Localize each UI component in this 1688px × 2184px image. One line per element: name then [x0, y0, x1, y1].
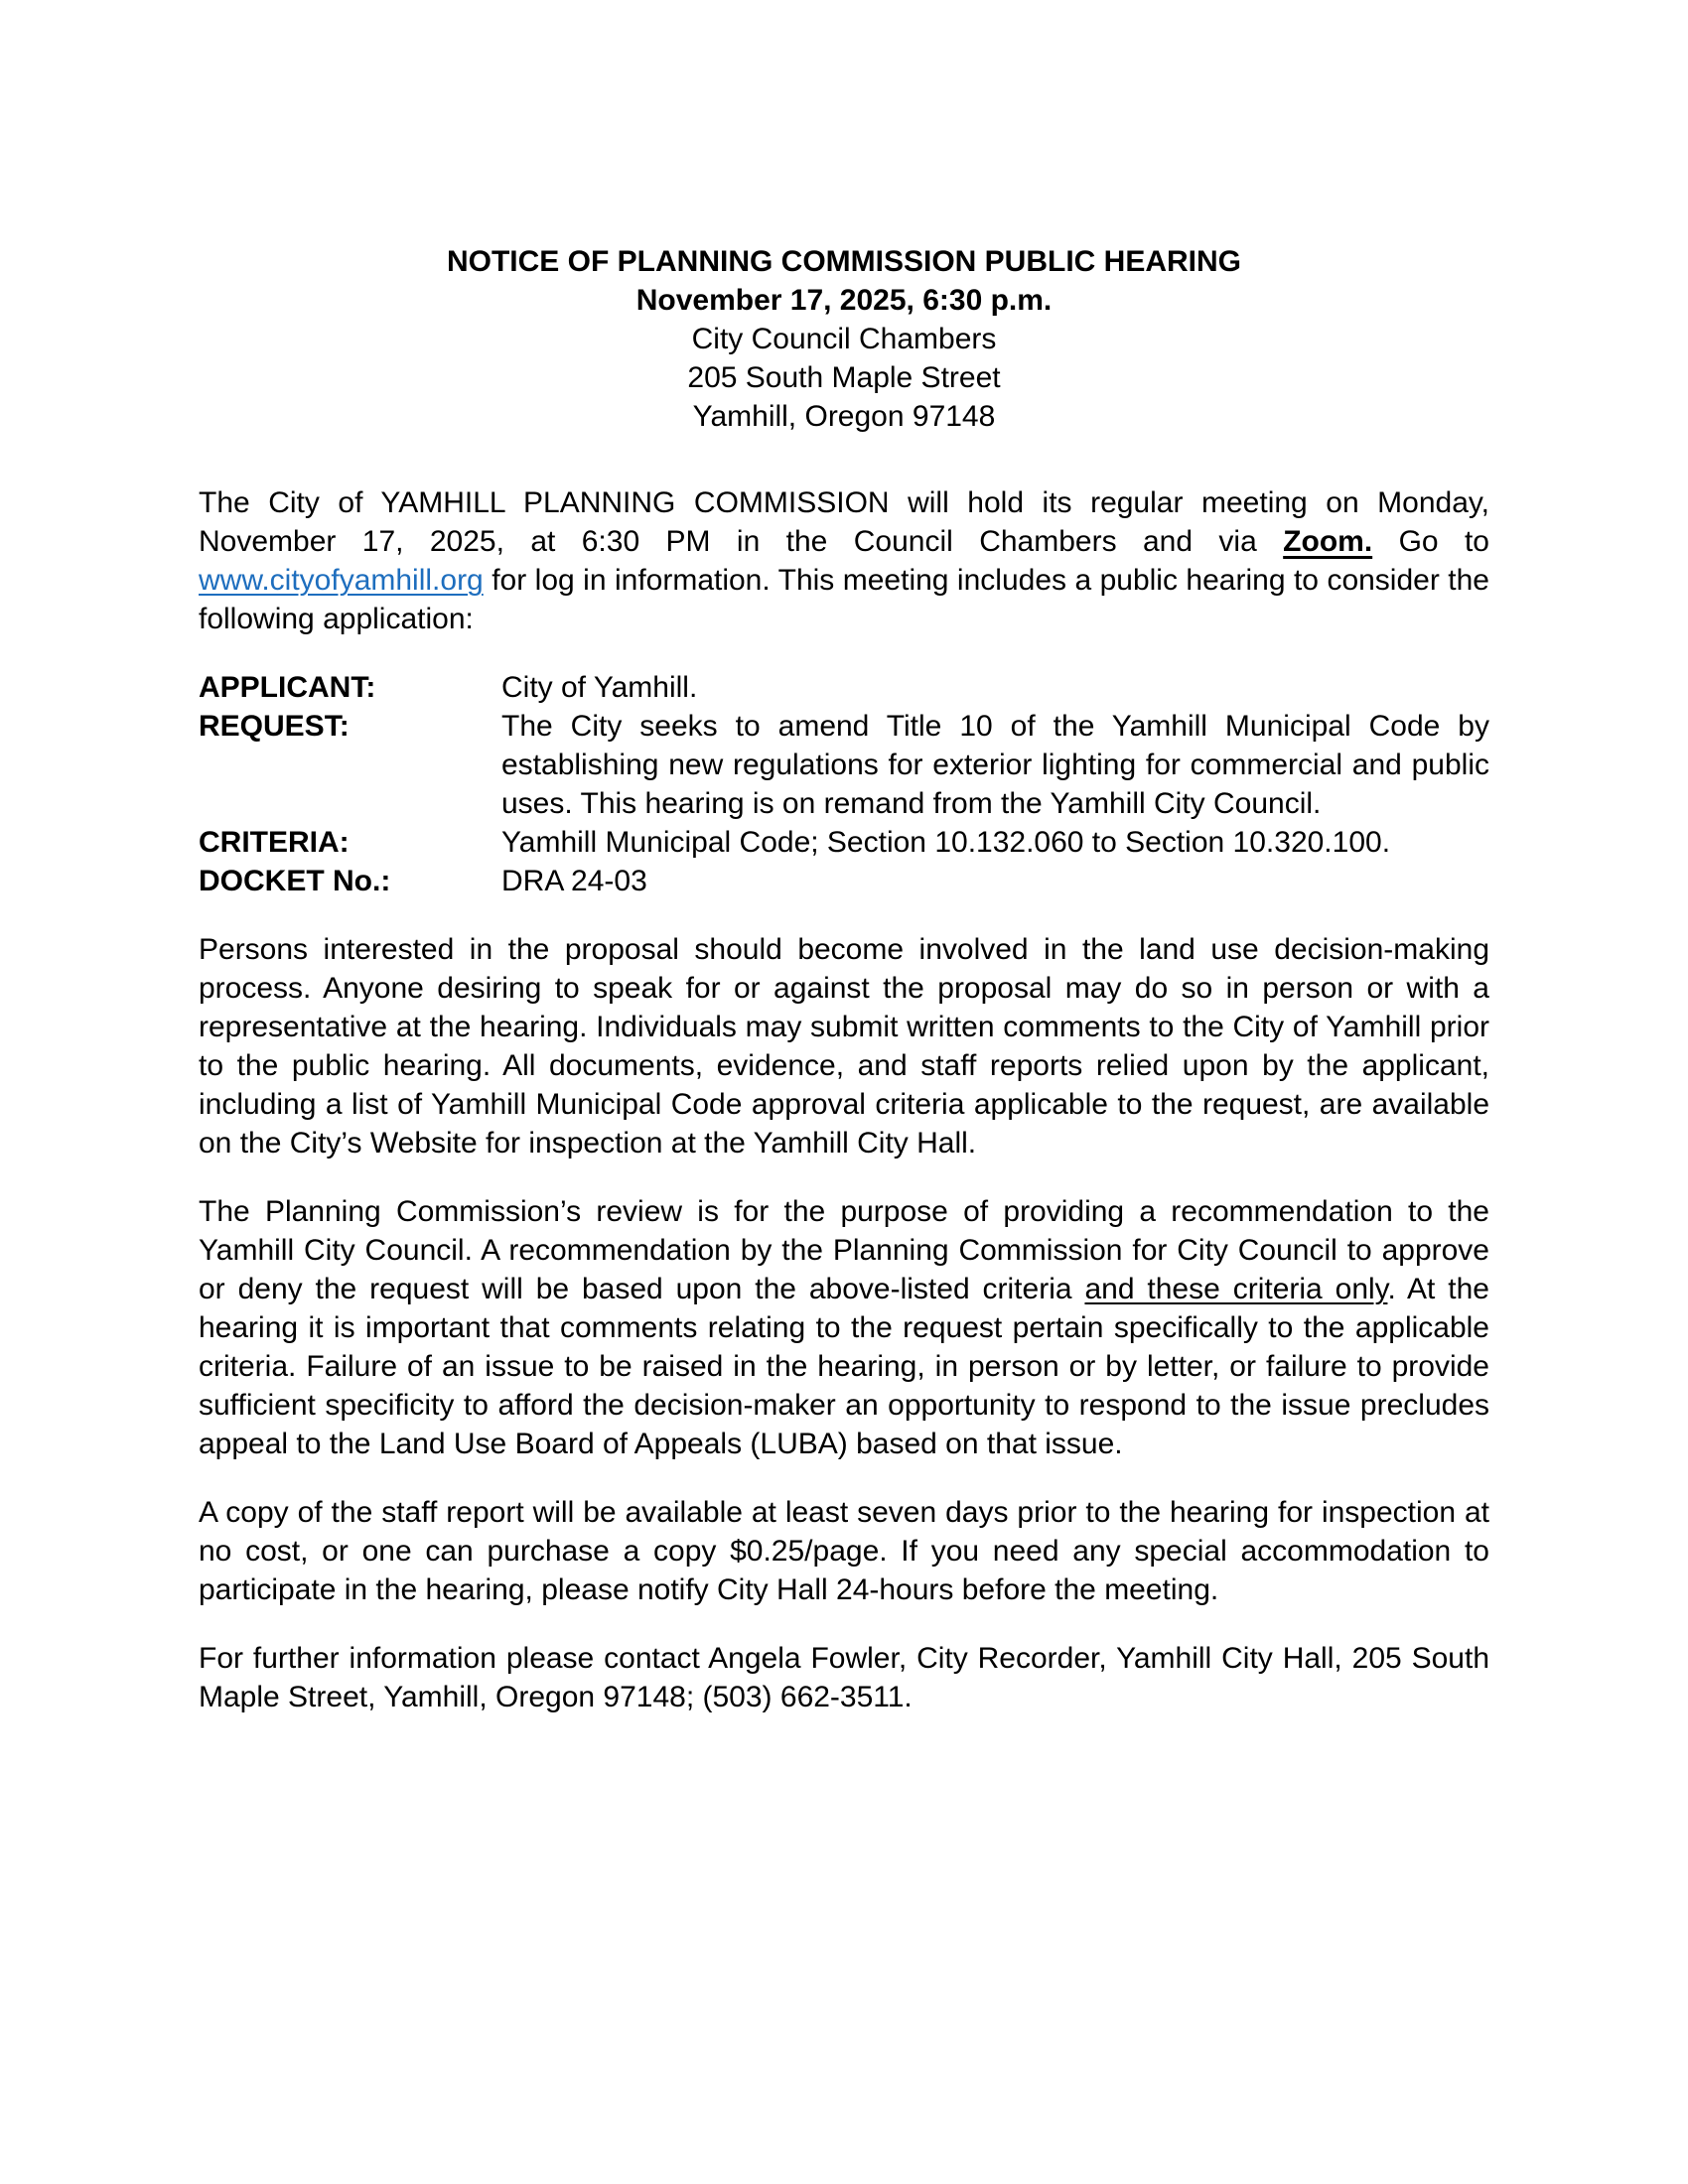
review-text-1: The Planning Commission’s review is for the purpose of providing a recommendation to the Yamhill City Council. A recommendation by the Planning Commission for City Council to approve or deny the request will be based upon the above-listed criteria	[199, 1195, 1489, 1305]
applicant-value: City of Yamhill.	[501, 671, 698, 704]
review-text-2: . At the hearing it is important that comments relating to the request pertain specifically to the applicable criteria. Failure of an issue to be raised in the hearing, in person or by letter, or failure to provide sufficient specificity to afford the decision-maker an opportunity to respond to the issue precludes appeal to the Land Use Board of Appeals (LUBA) based on that issue.	[199, 1273, 1489, 1460]
document-content	[199, 242, 1489, 1716]
intro-text-1: The City of YAMHILL PLANNING COMMISSION will hold its regular meeting on Monday, November 17, 2025, at 6:30 PM in the Council Chambers and via	[199, 486, 1489, 558]
application-row-docket	[199, 862, 1489, 900]
city-website-link[interactable]: www.cityofyamhill.org	[199, 564, 484, 597]
review-paragraph	[199, 1192, 1489, 1463]
application-row-criteria	[199, 823, 1489, 862]
docket-value: DRA 24-03	[501, 865, 647, 897]
intro-text-3: for log in information. This meeting includes a public hearing to consider the following application:	[199, 564, 1489, 635]
application-row-applicant	[199, 668, 1489, 707]
persons-paragraph: Persons interested in the proposal should become involved in the land use decision-making process. Anyone desiring to speak for or against the proposal may do so in person or with a representative at the hearing. Individuals may submit written comments to the City of Yamhill prior to the public hearing. All documents, evidence, and staff reports relied upon by the applicant, including a list of Yamhill Municipal Code approval criteria applicable to the request, are available on the City’s Website for inspection at the Yamhill City Hall.	[199, 933, 1489, 1160]
zoom-emphasis: Zoom.	[1283, 525, 1373, 558]
criteria-only-emphasis: and these criteria only	[1084, 1273, 1388, 1305]
staff-report-paragraph: A copy of the staff report will be available at least seven days prior to the hearing for inspection at no cost, or one can purchase a copy $0.25/page. If you need any special accommodation to participate in the hearing, please notify City Hall 24-hours before the meeting.	[199, 1496, 1489, 1606]
intro-text-2: Go to	[1372, 525, 1489, 558]
intro-paragraph	[199, 483, 1489, 638]
location-line-street: 205 South Maple Street	[687, 361, 1001, 394]
location-line-venue: City Council Chambers	[691, 323, 997, 355]
request-label: REQUEST:	[199, 710, 350, 743]
contact-paragraph: For further information please contact Angela Fowler, City Recorder, Yamhill City Hall, 205 South Maple Street, Yamhill, Oregon 97148; (503) 662-3511.	[199, 1642, 1489, 1713]
location-line-city: Yamhill, Oregon 97148	[692, 400, 996, 433]
criteria-value: Yamhill Municipal Code; Section 10.132.060 to Section 10.320.100.	[501, 826, 1391, 859]
page-title: NOTICE OF PLANNING COMMISSION PUBLIC HEARING	[446, 245, 1241, 278]
request-value: The City seeks to amend Title 10 of the Yamhill Municipal Code by establishing new regulations for exterior lighting for commercial and public uses. This hearing is on remand from the Yamhill City Council.	[501, 710, 1489, 820]
applicant-label: APPLICANT:	[199, 671, 376, 704]
application-details	[199, 668, 1489, 900]
hearing-datetime: November 17, 2025, 6:30 p.m.	[635, 284, 1053, 317]
document-header	[199, 242, 1489, 436]
criteria-label: CRITERIA:	[199, 826, 350, 859]
application-row-request	[199, 707, 1489, 823]
docket-label: DOCKET No.:	[199, 865, 391, 897]
